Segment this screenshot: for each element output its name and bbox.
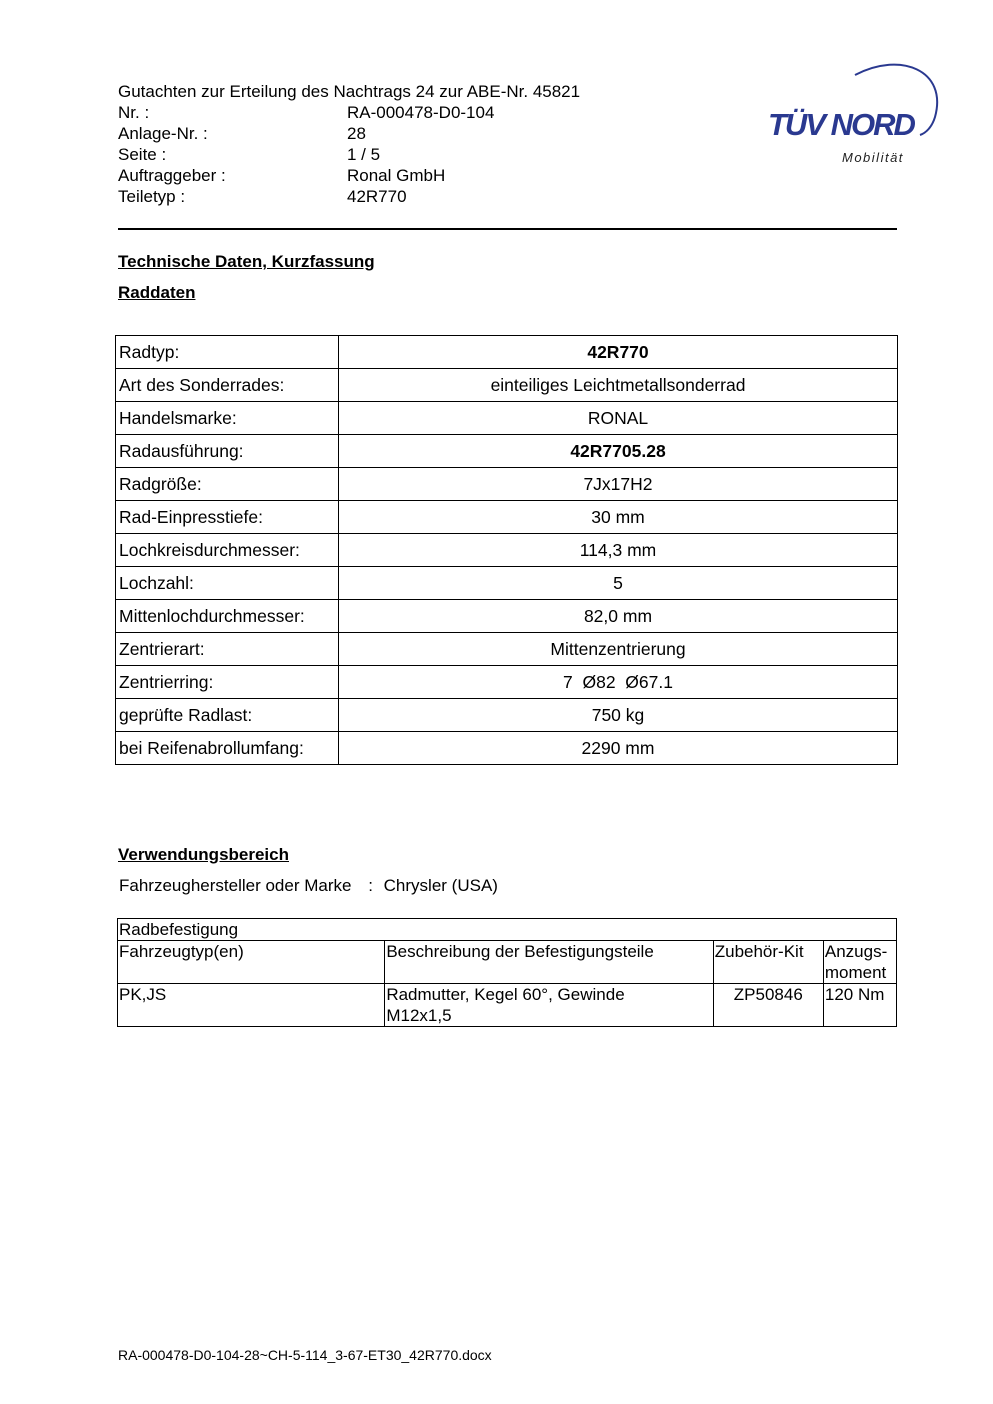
header-torque bbox=[823, 941, 896, 984]
row-label: Zentrierring: bbox=[116, 666, 339, 699]
row-label: Mittenlochdurchmesser: bbox=[116, 600, 339, 633]
header-value: 28 bbox=[347, 124, 366, 143]
header-vehicle-types: Fahrzeugtyp(en) bbox=[118, 941, 385, 984]
row-label: Rad-Einpresstiefe: bbox=[116, 501, 339, 534]
manufacturer-value: Chrysler (USA) bbox=[383, 876, 498, 895]
header-label: Nr. : bbox=[118, 103, 150, 122]
header-value: 42R770 bbox=[347, 187, 407, 206]
wheel-data-table bbox=[115, 335, 898, 765]
row-value: einteiliges Leichtmetallsonderrad bbox=[339, 369, 898, 402]
row-label: bei Reifenabrollumfang: bbox=[116, 732, 339, 765]
report-title: Gutachten zur Erteilung des Nachtrags 24 zur ABE-Nr. 45821 bbox=[118, 82, 581, 101]
wheel-fixing-table bbox=[117, 918, 897, 1027]
row-label: Lochzahl: bbox=[116, 567, 339, 600]
row-value: 750 kg bbox=[339, 699, 898, 732]
row-value: 114,3 mm bbox=[339, 534, 898, 567]
table-row bbox=[116, 666, 898, 699]
header-label: Teiletyp : bbox=[118, 187, 186, 206]
table-row bbox=[116, 600, 898, 633]
row-value: 42R770 bbox=[339, 336, 898, 369]
logo-subtitle: Mobilität bbox=[842, 150, 904, 165]
row-value: 7 Ø82 Ø67.1 bbox=[339, 666, 898, 699]
row-value: 42R7705.28 bbox=[339, 435, 898, 468]
row-label: Zentrierart: bbox=[116, 633, 339, 666]
row-value: 2290 mm bbox=[339, 732, 898, 765]
table-row bbox=[116, 402, 898, 435]
table-header-row bbox=[118, 941, 897, 984]
table-row bbox=[116, 468, 898, 501]
table-row bbox=[116, 501, 898, 534]
table-row bbox=[116, 369, 898, 402]
header-torque-line1: Anzugs- bbox=[824, 942, 888, 961]
header-value: RA-000478-D0-104 bbox=[347, 103, 495, 122]
row-label: Radtyp: bbox=[116, 336, 339, 369]
tuv-nord-logo bbox=[760, 55, 945, 175]
table-row bbox=[116, 699, 898, 732]
table-row bbox=[116, 435, 898, 468]
header-description: Beschreibung der Befestigungsteile bbox=[385, 941, 713, 984]
fixing-table-title: Radbefestigung bbox=[118, 919, 897, 941]
row-label: Radgröße: bbox=[116, 468, 339, 501]
cell-kit: ZP50846 bbox=[713, 984, 823, 1027]
row-label: Radausführung: bbox=[116, 435, 339, 468]
cell-torque: 120 Nm bbox=[823, 984, 896, 1027]
table-title-row bbox=[118, 919, 897, 941]
header-value: 1 / 5 bbox=[347, 145, 381, 164]
row-value: RONAL bbox=[339, 402, 898, 435]
row-value: Mittenzentrierung bbox=[339, 633, 898, 666]
row-value: 82,0 mm bbox=[339, 600, 898, 633]
manufacturer-label: Fahrzeughersteller oder Marke bbox=[119, 876, 352, 895]
manufacturer-line bbox=[119, 876, 498, 896]
manufacturer-separator: : bbox=[368, 876, 373, 895]
section-title-technical: Technische Daten, Kurzfassung bbox=[118, 252, 375, 271]
logo-brand-text: TÜV NORD bbox=[768, 107, 914, 142]
header-divider bbox=[118, 228, 897, 230]
footer-filename: RA-000478-D0-104-28~CH-5-114_3-67-ET30_42R770.docx bbox=[118, 1347, 492, 1363]
section-title-wheel-data: Raddaten bbox=[118, 283, 196, 302]
row-value: 7Jx17H2 bbox=[339, 468, 898, 501]
header-label: Anlage-Nr. : bbox=[118, 124, 208, 143]
cell-vehicle-types: PK,JS bbox=[118, 984, 385, 1027]
header-label: Auftraggeber : bbox=[118, 166, 226, 185]
table-row bbox=[116, 732, 898, 765]
row-label: geprüfte Radlast: bbox=[116, 699, 339, 732]
table-row bbox=[116, 633, 898, 666]
row-label: Handelsmarke: bbox=[116, 402, 339, 435]
section-title-usage: Verwendungsbereich bbox=[118, 845, 289, 864]
header-label: Seite : bbox=[118, 145, 167, 164]
row-value: 5 bbox=[339, 567, 898, 600]
header-torque-line2: moment bbox=[824, 963, 887, 982]
cell-description: Radmutter, Kegel 60°, Gewinde M12x1,5 bbox=[385, 984, 713, 1027]
header-kit: Zubehör-Kit bbox=[713, 941, 823, 984]
table-row bbox=[116, 534, 898, 567]
table-row bbox=[118, 984, 897, 1027]
row-label: Art des Sonderrades: bbox=[116, 369, 339, 402]
table-row bbox=[116, 567, 898, 600]
row-value: 30 mm bbox=[339, 501, 898, 534]
table-row bbox=[116, 336, 898, 369]
header-value: Ronal GmbH bbox=[347, 166, 446, 185]
row-label: Lochkreisdurchmesser: bbox=[116, 534, 339, 567]
